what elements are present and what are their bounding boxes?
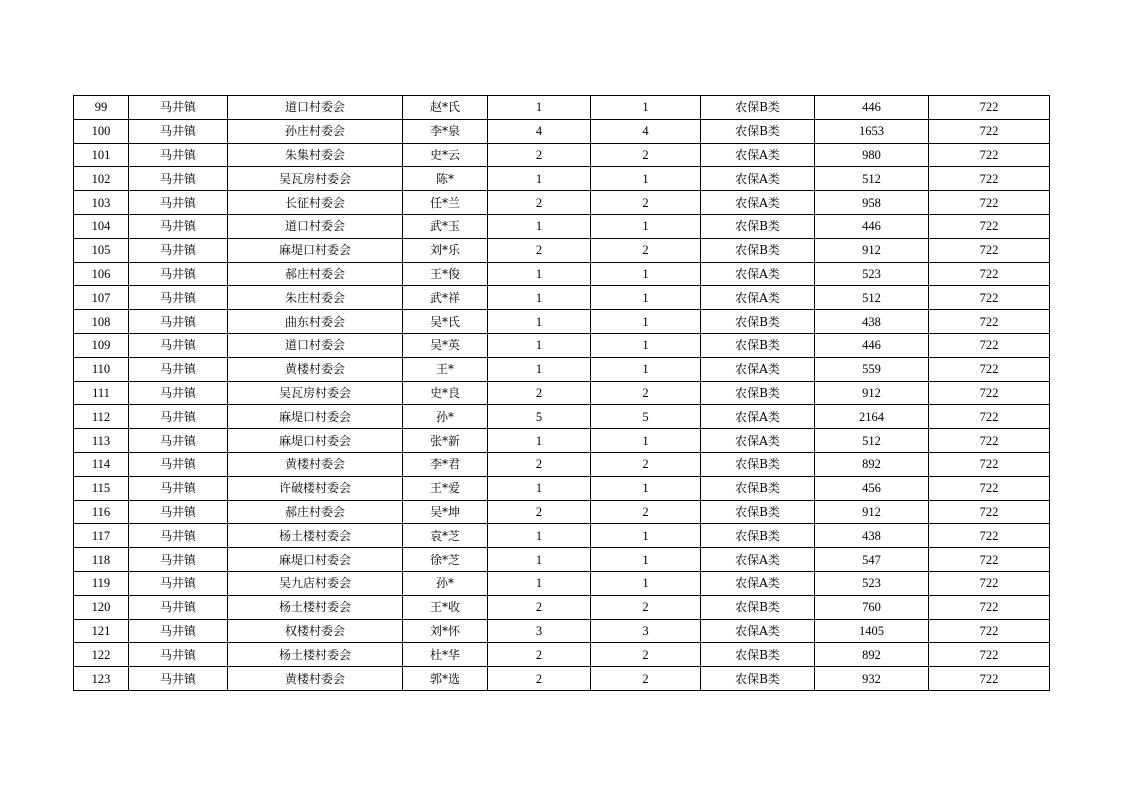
row-index-cell: 117 bbox=[74, 524, 129, 548]
household-count-cell: 1 bbox=[488, 333, 591, 357]
category-cell: 农保B类 bbox=[701, 310, 815, 334]
household-count-cell: 5 bbox=[488, 405, 591, 429]
category-cell: 农保B类 bbox=[701, 667, 815, 691]
household-count-cell: 1 bbox=[488, 262, 591, 286]
amount-cell: 559 bbox=[815, 357, 929, 381]
name-cell: 王*俊 bbox=[403, 262, 488, 286]
name-cell: 陈* bbox=[403, 167, 488, 191]
town-cell: 马井镇 bbox=[129, 262, 228, 286]
table-row bbox=[74, 476, 1050, 500]
row-index-cell: 101 bbox=[74, 143, 129, 167]
town-cell: 马井镇 bbox=[129, 310, 228, 334]
table-row bbox=[74, 571, 1050, 595]
household-count-cell: 1 bbox=[488, 310, 591, 334]
table-row bbox=[74, 333, 1050, 357]
village-committee-cell: 黄楼村委会 bbox=[228, 357, 403, 381]
village-committee-cell: 道口村委会 bbox=[228, 333, 403, 357]
category-cell: 农保A类 bbox=[701, 548, 815, 572]
person-count-cell: 2 bbox=[591, 381, 701, 405]
village-committee-cell: 道口村委会 bbox=[228, 96, 403, 120]
household-count-cell: 1 bbox=[488, 96, 591, 120]
name-cell: 王* bbox=[403, 357, 488, 381]
town-cell: 马井镇 bbox=[129, 452, 228, 476]
town-cell: 马井镇 bbox=[129, 667, 228, 691]
village-committee-cell: 曲东村委会 bbox=[228, 310, 403, 334]
person-count-cell: 1 bbox=[591, 524, 701, 548]
person-count-cell: 2 bbox=[591, 643, 701, 667]
row-index-cell: 104 bbox=[74, 214, 129, 238]
table-row bbox=[74, 191, 1050, 215]
name-cell: 杜*华 bbox=[403, 643, 488, 667]
standard-cell: 722 bbox=[929, 571, 1050, 595]
amount-cell: 980 bbox=[815, 143, 929, 167]
name-cell: 任*兰 bbox=[403, 191, 488, 215]
row-index-cell: 109 bbox=[74, 333, 129, 357]
person-count-cell: 1 bbox=[591, 476, 701, 500]
table-row bbox=[74, 452, 1050, 476]
town-cell: 马井镇 bbox=[129, 571, 228, 595]
standard-cell: 722 bbox=[929, 524, 1050, 548]
amount-cell: 446 bbox=[815, 96, 929, 120]
amount-cell: 1653 bbox=[815, 119, 929, 143]
village-committee-cell: 长征村委会 bbox=[228, 191, 403, 215]
name-cell: 刘*乐 bbox=[403, 238, 488, 262]
household-count-cell: 2 bbox=[488, 143, 591, 167]
table-row bbox=[74, 619, 1050, 643]
table-row bbox=[74, 167, 1050, 191]
standard-cell: 722 bbox=[929, 238, 1050, 262]
person-count-cell: 2 bbox=[591, 143, 701, 167]
town-cell: 马井镇 bbox=[129, 548, 228, 572]
category-cell: 农保B类 bbox=[701, 214, 815, 238]
category-cell: 农保B类 bbox=[701, 595, 815, 619]
household-count-cell: 1 bbox=[488, 571, 591, 595]
name-cell: 武*玉 bbox=[403, 214, 488, 238]
name-cell: 袁*芝 bbox=[403, 524, 488, 548]
standard-cell: 722 bbox=[929, 429, 1050, 453]
row-index-cell: 113 bbox=[74, 429, 129, 453]
household-count-cell: 4 bbox=[488, 119, 591, 143]
standard-cell: 722 bbox=[929, 500, 1050, 524]
name-cell: 武*祥 bbox=[403, 286, 488, 310]
village-committee-cell: 麻堤口村委会 bbox=[228, 238, 403, 262]
category-cell: 农保A类 bbox=[701, 286, 815, 310]
town-cell: 马井镇 bbox=[129, 119, 228, 143]
standard-cell: 722 bbox=[929, 381, 1050, 405]
category-cell: 农保A类 bbox=[701, 619, 815, 643]
village-committee-cell: 权楼村委会 bbox=[228, 619, 403, 643]
amount-cell: 512 bbox=[815, 286, 929, 310]
row-index-cell: 116 bbox=[74, 500, 129, 524]
table-row bbox=[74, 643, 1050, 667]
standard-cell: 722 bbox=[929, 548, 1050, 572]
town-cell: 马井镇 bbox=[129, 238, 228, 262]
name-cell: 王*爱 bbox=[403, 476, 488, 500]
amount-cell: 512 bbox=[815, 429, 929, 453]
amount-cell: 892 bbox=[815, 643, 929, 667]
row-index-cell: 120 bbox=[74, 595, 129, 619]
amount-cell: 2164 bbox=[815, 405, 929, 429]
name-cell: 张*新 bbox=[403, 429, 488, 453]
table-row bbox=[74, 429, 1050, 453]
row-index-cell: 123 bbox=[74, 667, 129, 691]
household-count-cell: 2 bbox=[488, 191, 591, 215]
person-count-cell: 1 bbox=[591, 333, 701, 357]
table-row bbox=[74, 143, 1050, 167]
town-cell: 马井镇 bbox=[129, 96, 228, 120]
household-count-cell: 2 bbox=[488, 452, 591, 476]
town-cell: 马井镇 bbox=[129, 500, 228, 524]
category-cell: 农保B类 bbox=[701, 643, 815, 667]
amount-cell: 438 bbox=[815, 524, 929, 548]
village-committee-cell: 朱庄村委会 bbox=[228, 286, 403, 310]
village-committee-cell: 黄楼村委会 bbox=[228, 452, 403, 476]
household-count-cell: 1 bbox=[488, 524, 591, 548]
town-cell: 马井镇 bbox=[129, 476, 228, 500]
village-committee-cell: 麻堤口村委会 bbox=[228, 405, 403, 429]
row-index-cell: 110 bbox=[74, 357, 129, 381]
row-index-cell: 115 bbox=[74, 476, 129, 500]
standard-cell: 722 bbox=[929, 191, 1050, 215]
standard-cell: 722 bbox=[929, 595, 1050, 619]
name-cell: 吴*坤 bbox=[403, 500, 488, 524]
town-cell: 马井镇 bbox=[129, 167, 228, 191]
table-row bbox=[74, 405, 1050, 429]
name-cell: 吴*氏 bbox=[403, 310, 488, 334]
household-count-cell: 1 bbox=[488, 476, 591, 500]
name-cell: 刘*怀 bbox=[403, 619, 488, 643]
household-count-cell: 2 bbox=[488, 500, 591, 524]
name-cell: 郭*选 bbox=[403, 667, 488, 691]
person-count-cell: 2 bbox=[591, 500, 701, 524]
table-row bbox=[74, 96, 1050, 120]
standard-cell: 722 bbox=[929, 357, 1050, 381]
row-index-cell: 103 bbox=[74, 191, 129, 215]
row-index-cell: 105 bbox=[74, 238, 129, 262]
household-count-cell: 1 bbox=[488, 167, 591, 191]
town-cell: 马井镇 bbox=[129, 214, 228, 238]
household-count-cell: 2 bbox=[488, 238, 591, 262]
amount-cell: 1405 bbox=[815, 619, 929, 643]
person-count-cell: 2 bbox=[591, 452, 701, 476]
village-committee-cell: 杨土楼村委会 bbox=[228, 524, 403, 548]
village-committee-cell: 郝庄村委会 bbox=[228, 500, 403, 524]
household-count-cell: 1 bbox=[488, 357, 591, 381]
town-cell: 马井镇 bbox=[129, 286, 228, 310]
town-cell: 马井镇 bbox=[129, 191, 228, 215]
row-index-cell: 99 bbox=[74, 96, 129, 120]
name-cell: 孙* bbox=[403, 405, 488, 429]
household-count-cell: 1 bbox=[488, 548, 591, 572]
category-cell: 农保B类 bbox=[701, 238, 815, 262]
row-index-cell: 119 bbox=[74, 571, 129, 595]
household-count-cell: 2 bbox=[488, 667, 591, 691]
town-cell: 马井镇 bbox=[129, 643, 228, 667]
person-count-cell: 1 bbox=[591, 96, 701, 120]
standard-cell: 722 bbox=[929, 619, 1050, 643]
person-count-cell: 1 bbox=[591, 310, 701, 334]
person-count-cell: 1 bbox=[591, 571, 701, 595]
standard-cell: 722 bbox=[929, 405, 1050, 429]
table-row bbox=[74, 286, 1050, 310]
amount-cell: 912 bbox=[815, 238, 929, 262]
town-cell: 马井镇 bbox=[129, 405, 228, 429]
amount-cell: 523 bbox=[815, 571, 929, 595]
person-count-cell: 1 bbox=[591, 262, 701, 286]
name-cell: 史*云 bbox=[403, 143, 488, 167]
amount-cell: 438 bbox=[815, 310, 929, 334]
category-cell: 农保B类 bbox=[701, 381, 815, 405]
category-cell: 农保A类 bbox=[701, 429, 815, 453]
standard-cell: 722 bbox=[929, 452, 1050, 476]
town-cell: 马井镇 bbox=[129, 429, 228, 453]
category-cell: 农保A类 bbox=[701, 405, 815, 429]
town-cell: 马井镇 bbox=[129, 143, 228, 167]
amount-cell: 932 bbox=[815, 667, 929, 691]
village-committee-cell: 杨土楼村委会 bbox=[228, 595, 403, 619]
person-count-cell: 1 bbox=[591, 167, 701, 191]
category-cell: 农保A类 bbox=[701, 571, 815, 595]
town-cell: 马井镇 bbox=[129, 595, 228, 619]
village-committee-cell: 道口村委会 bbox=[228, 214, 403, 238]
row-index-cell: 106 bbox=[74, 262, 129, 286]
village-committee-cell: 吴九店村委会 bbox=[228, 571, 403, 595]
amount-cell: 912 bbox=[815, 500, 929, 524]
amount-cell: 446 bbox=[815, 333, 929, 357]
table-row bbox=[74, 500, 1050, 524]
village-committee-cell: 吴瓦房村委会 bbox=[228, 167, 403, 191]
person-count-cell: 1 bbox=[591, 548, 701, 572]
category-cell: 农保A类 bbox=[701, 167, 815, 191]
amount-cell: 958 bbox=[815, 191, 929, 215]
amount-cell: 892 bbox=[815, 452, 929, 476]
category-cell: 农保B类 bbox=[701, 96, 815, 120]
row-index-cell: 102 bbox=[74, 167, 129, 191]
row-index-cell: 100 bbox=[74, 119, 129, 143]
row-index-cell: 112 bbox=[74, 405, 129, 429]
category-cell: 农保B类 bbox=[701, 500, 815, 524]
table-row bbox=[74, 214, 1050, 238]
household-count-cell: 2 bbox=[488, 595, 591, 619]
standard-cell: 722 bbox=[929, 310, 1050, 334]
category-cell: 农保A类 bbox=[701, 262, 815, 286]
category-cell: 农保B类 bbox=[701, 452, 815, 476]
category-cell: 农保A类 bbox=[701, 143, 815, 167]
table-row bbox=[74, 262, 1050, 286]
category-cell: 农保A类 bbox=[701, 191, 815, 215]
amount-cell: 760 bbox=[815, 595, 929, 619]
name-cell: 李*君 bbox=[403, 452, 488, 476]
person-count-cell: 1 bbox=[591, 286, 701, 310]
village-committee-cell: 郝庄村委会 bbox=[228, 262, 403, 286]
village-committee-cell: 许破楼村委会 bbox=[228, 476, 403, 500]
household-count-cell: 1 bbox=[488, 429, 591, 453]
amount-cell: 912 bbox=[815, 381, 929, 405]
standard-cell: 722 bbox=[929, 286, 1050, 310]
name-cell: 徐*芝 bbox=[403, 548, 488, 572]
category-cell: 农保B类 bbox=[701, 119, 815, 143]
row-index-cell: 108 bbox=[74, 310, 129, 334]
village-committee-cell: 黄楼村委会 bbox=[228, 667, 403, 691]
row-index-cell: 122 bbox=[74, 643, 129, 667]
name-cell: 王*收 bbox=[403, 595, 488, 619]
village-committee-cell: 麻堤口村委会 bbox=[228, 548, 403, 572]
standard-cell: 722 bbox=[929, 214, 1050, 238]
town-cell: 马井镇 bbox=[129, 524, 228, 548]
table-row bbox=[74, 238, 1050, 262]
town-cell: 马井镇 bbox=[129, 333, 228, 357]
person-count-cell: 2 bbox=[591, 238, 701, 262]
person-count-cell: 3 bbox=[591, 619, 701, 643]
town-cell: 马井镇 bbox=[129, 357, 228, 381]
amount-cell: 523 bbox=[815, 262, 929, 286]
village-committee-cell: 孙庄村委会 bbox=[228, 119, 403, 143]
person-count-cell: 1 bbox=[591, 214, 701, 238]
name-cell: 李*泉 bbox=[403, 119, 488, 143]
table-row bbox=[74, 548, 1050, 572]
table-row bbox=[74, 310, 1050, 334]
standard-cell: 722 bbox=[929, 167, 1050, 191]
person-count-cell: 5 bbox=[591, 405, 701, 429]
village-committee-cell: 杨土楼村委会 bbox=[228, 643, 403, 667]
village-committee-cell: 朱集村委会 bbox=[228, 143, 403, 167]
amount-cell: 512 bbox=[815, 167, 929, 191]
amount-cell: 456 bbox=[815, 476, 929, 500]
amount-cell: 446 bbox=[815, 214, 929, 238]
row-index-cell: 111 bbox=[74, 381, 129, 405]
data-table bbox=[73, 95, 1050, 691]
name-cell: 史*良 bbox=[403, 381, 488, 405]
name-cell: 孙* bbox=[403, 571, 488, 595]
town-cell: 马井镇 bbox=[129, 619, 228, 643]
name-cell: 赵*氏 bbox=[403, 96, 488, 120]
standard-cell: 722 bbox=[929, 333, 1050, 357]
household-count-cell: 1 bbox=[488, 286, 591, 310]
town-cell: 马井镇 bbox=[129, 381, 228, 405]
person-count-cell: 4 bbox=[591, 119, 701, 143]
person-count-cell: 1 bbox=[591, 429, 701, 453]
village-committee-cell: 吴瓦房村委会 bbox=[228, 381, 403, 405]
table-body bbox=[74, 96, 1050, 691]
table-row bbox=[74, 595, 1050, 619]
standard-cell: 722 bbox=[929, 143, 1050, 167]
village-committee-cell: 麻堤口村委会 bbox=[228, 429, 403, 453]
household-count-cell: 2 bbox=[488, 643, 591, 667]
row-index-cell: 107 bbox=[74, 286, 129, 310]
standard-cell: 722 bbox=[929, 96, 1050, 120]
category-cell: 农保B类 bbox=[701, 333, 815, 357]
table-row bbox=[74, 667, 1050, 691]
category-cell: 农保B类 bbox=[701, 476, 815, 500]
standard-cell: 722 bbox=[929, 667, 1050, 691]
household-count-cell: 2 bbox=[488, 381, 591, 405]
category-cell: 农保B类 bbox=[701, 524, 815, 548]
name-cell: 吴*英 bbox=[403, 333, 488, 357]
standard-cell: 722 bbox=[929, 643, 1050, 667]
amount-cell: 547 bbox=[815, 548, 929, 572]
household-count-cell: 1 bbox=[488, 214, 591, 238]
row-index-cell: 118 bbox=[74, 548, 129, 572]
table-row bbox=[74, 119, 1050, 143]
standard-cell: 722 bbox=[929, 262, 1050, 286]
person-count-cell: 2 bbox=[591, 595, 701, 619]
table-row bbox=[74, 357, 1050, 381]
person-count-cell: 2 bbox=[591, 667, 701, 691]
table-row bbox=[74, 524, 1050, 548]
table-row bbox=[74, 381, 1050, 405]
row-index-cell: 121 bbox=[74, 619, 129, 643]
standard-cell: 722 bbox=[929, 476, 1050, 500]
household-count-cell: 3 bbox=[488, 619, 591, 643]
row-index-cell: 114 bbox=[74, 452, 129, 476]
standard-cell: 722 bbox=[929, 119, 1050, 143]
category-cell: 农保A类 bbox=[701, 357, 815, 381]
person-count-cell: 1 bbox=[591, 357, 701, 381]
person-count-cell: 2 bbox=[591, 191, 701, 215]
